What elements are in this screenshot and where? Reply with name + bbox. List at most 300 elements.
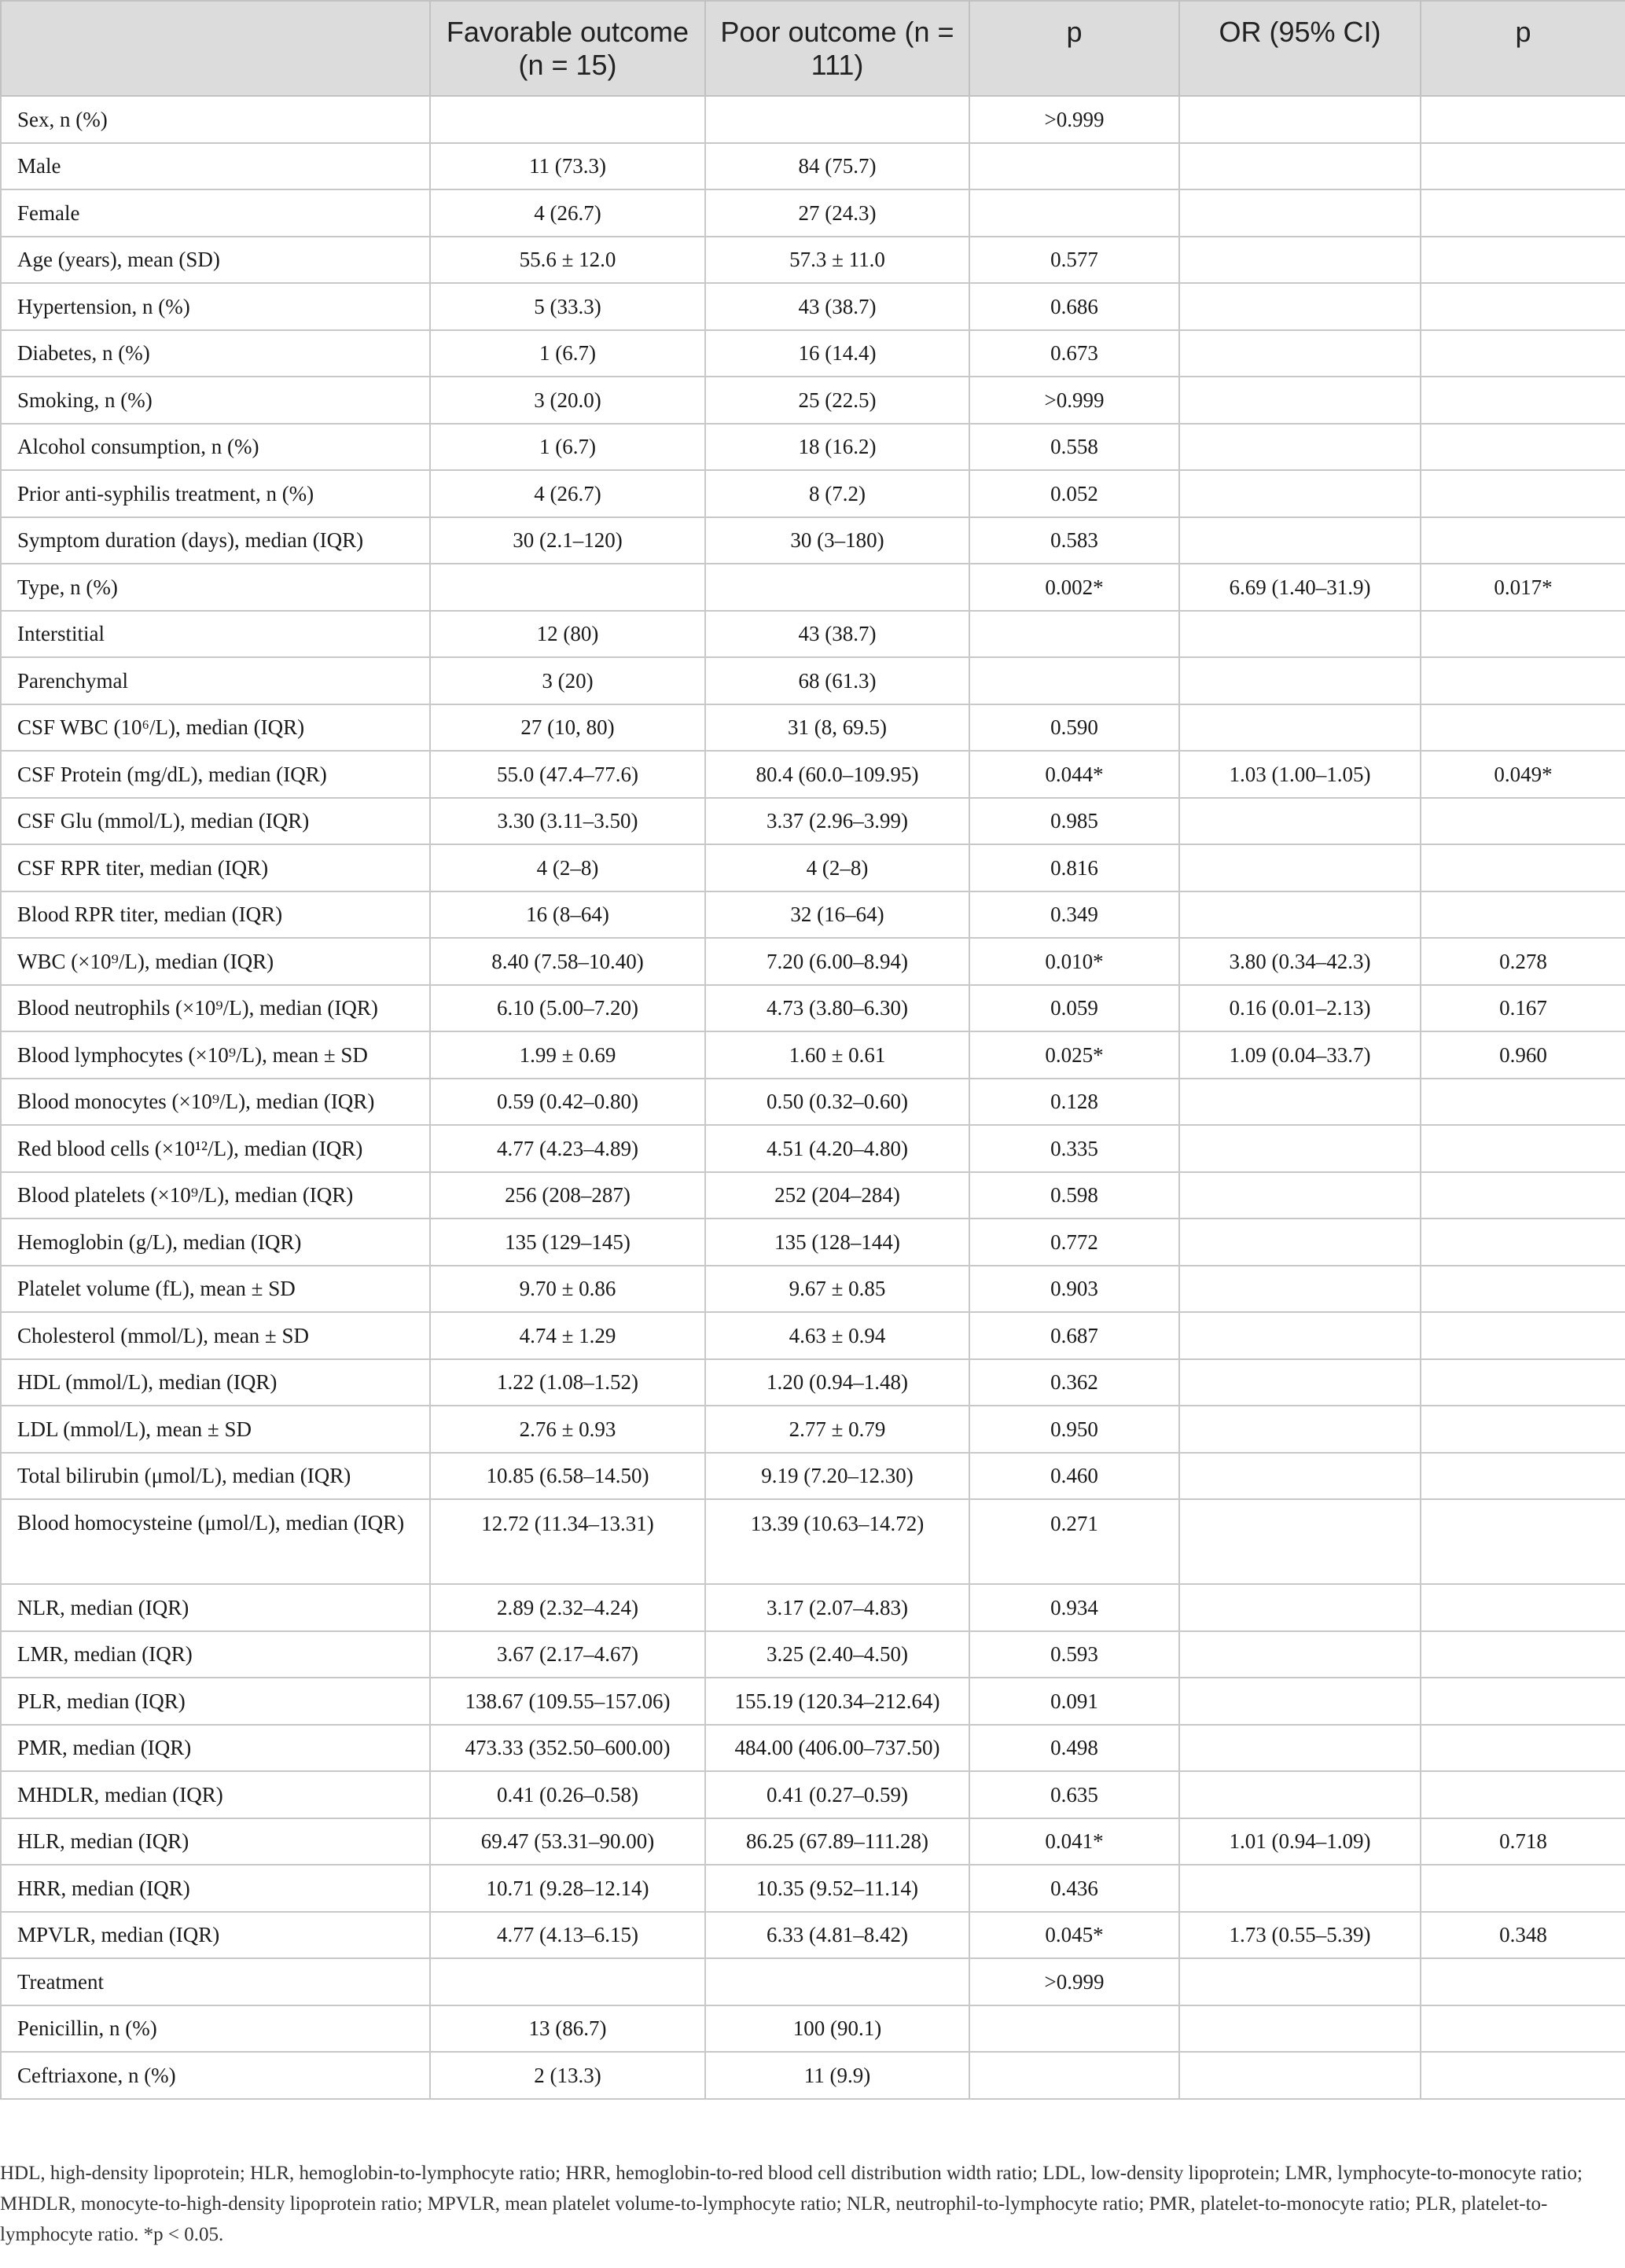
poor-value: 1.60 ± 0.61 [705,1031,969,1079]
poor-value: 80.4 (60.0–109.95) [705,751,969,798]
odds-ratio-value [1179,704,1421,752]
p-value: 0.598 [969,1172,1179,1219]
multivariate-p-value [1421,1584,1625,1631]
multivariate-p-value [1421,1266,1625,1313]
multivariate-p-value [1421,1865,1625,1912]
p-value: 0.335 [969,1125,1179,1172]
p-value: 0.052 [969,470,1179,517]
table-row [1,237,1625,284]
odds-ratio-value [1179,330,1421,377]
header-poor-outcome: Poor outcome (n = 111) [705,1,969,96]
poor-value: 4.63 ± 0.94 [705,1312,969,1359]
row-label: Platelet volume (fL), mean ± SD [1,1266,430,1313]
row-label: Smoking, n (%) [1,377,430,424]
odds-ratio-value [1179,470,1421,517]
table-row [1,1631,1625,1678]
odds-ratio-value [1179,1453,1421,1500]
poor-value: 43 (38.7) [705,283,969,330]
poor-value: 7.20 (6.00–8.94) [705,938,969,985]
row-label: PLR, median (IQR) [1,1678,430,1725]
table-row [1,751,1625,798]
poor-value: 3.17 (2.07–4.83) [705,1584,969,1631]
p-value: 0.950 [969,1406,1179,1453]
favorable-value: 1 (6.7) [430,424,705,471]
table-row [1,798,1625,845]
favorable-value: 12.72 (11.34–13.31) [430,1499,705,1584]
odds-ratio-value [1179,1125,1421,1172]
row-label: Hypertension, n (%) [1,283,430,330]
poor-value [705,1958,969,2005]
poor-value: 4.51 (4.20–4.80) [705,1125,969,1172]
multivariate-p-value [1421,96,1625,143]
row-label: HDL (mmol/L), median (IQR) [1,1359,430,1406]
odds-ratio-value [1179,96,1421,143]
odds-ratio-value [1179,891,1421,939]
poor-value: 43 (38.7) [705,611,969,658]
odds-ratio-value [1179,1312,1421,1359]
multivariate-p-value: 0.049* [1421,751,1625,798]
multivariate-p-value [1421,1631,1625,1678]
table-row [1,564,1625,611]
odds-ratio-value [1179,143,1421,190]
multivariate-p-value [1421,657,1625,704]
table-row [1,1584,1625,1631]
row-label: Blood RPR titer, median (IQR) [1,891,430,939]
favorable-value: 55.0 (47.4–77.6) [430,751,705,798]
favorable-value: 4 (26.7) [430,470,705,517]
p-value: 0.128 [969,1079,1179,1126]
multivariate-p-value [1421,424,1625,471]
p-value: 0.436 [969,1865,1179,1912]
row-label: LMR, median (IQR) [1,1631,430,1678]
odds-ratio-value [1179,1584,1421,1631]
odds-ratio-value [1179,1631,1421,1678]
multivariate-p-value [1421,143,1625,190]
multivariate-p-value [1421,1219,1625,1266]
favorable-value: 4.74 ± 1.29 [430,1312,705,1359]
poor-value: 57.3 ± 11.0 [705,237,969,284]
poor-value: 30 (3–180) [705,517,969,564]
poor-value: 3.25 (2.40–4.50) [705,1631,969,1678]
p-value: 0.772 [969,1219,1179,1266]
table-row [1,704,1625,752]
favorable-value: 13 (86.7) [430,2005,705,2053]
favorable-value: 11 (73.3) [430,143,705,190]
table-row [1,1678,1625,1725]
multivariate-p-value: 0.718 [1421,1818,1625,1865]
p-value: >0.999 [969,96,1179,143]
p-value: 0.590 [969,704,1179,752]
odds-ratio-value [1179,611,1421,658]
poor-value: 32 (16–64) [705,891,969,939]
p-value: 0.010* [969,938,1179,985]
row-label: Blood platelets (×10⁹/L), median (IQR) [1,1172,430,1219]
table-row [1,1125,1625,1172]
multivariate-p-value: 0.017* [1421,564,1625,611]
table-row [1,96,1625,143]
odds-ratio-value [1179,237,1421,284]
favorable-value: 9.70 ± 0.86 [430,1266,705,1313]
poor-value: 16 (14.4) [705,330,969,377]
table-row [1,1912,1625,1959]
table-row [1,985,1625,1032]
row-label: Total bilirubin (μmol/L), median (IQR) [1,1453,430,1500]
poor-value: 8 (7.2) [705,470,969,517]
header-label-column [1,1,430,96]
favorable-value: 138.67 (109.55–157.06) [430,1678,705,1725]
odds-ratio-value [1179,798,1421,845]
header-odds-ratio: OR (95% CI) [1179,1,1421,96]
p-value: 0.673 [969,330,1179,377]
row-label: Female [1,189,430,237]
p-value: 0.903 [969,1266,1179,1313]
poor-value: 4.73 (3.80–6.30) [705,985,969,1032]
favorable-value: 10.85 (6.58–14.50) [430,1453,705,1500]
row-label: Ceftriaxone, n (%) [1,2052,430,2099]
table-row [1,330,1625,377]
row-label: Type, n (%) [1,564,430,611]
odds-ratio-value [1179,844,1421,891]
poor-value: 10.35 (9.52–11.14) [705,1865,969,1912]
p-value: >0.999 [969,1958,1179,2005]
table-row [1,1312,1625,1359]
favorable-value: 5 (33.3) [430,283,705,330]
poor-value: 84 (75.7) [705,143,969,190]
poor-value: 2.77 ± 0.79 [705,1406,969,1453]
odds-ratio-value: 1.03 (1.00–1.05) [1179,751,1421,798]
header-univariate-p: p [969,1,1179,96]
favorable-value: 0.59 (0.42–0.80) [430,1079,705,1126]
odds-ratio-value [1179,189,1421,237]
multivariate-p-value [1421,1453,1625,1500]
multivariate-p-value [1421,517,1625,564]
poor-value: 3.37 (2.96–3.99) [705,798,969,845]
multivariate-p-value [1421,1125,1625,1172]
favorable-value: 6.10 (5.00–7.20) [430,985,705,1032]
odds-ratio-value [1179,1219,1421,1266]
favorable-value: 4.77 (4.13–6.15) [430,1912,705,1959]
multivariate-p-value [1421,798,1625,845]
multivariate-p-value [1421,330,1625,377]
odds-ratio-value [1179,1172,1421,1219]
p-value [969,189,1179,237]
odds-ratio-value [1179,1406,1421,1453]
row-label: CSF Protein (mg/dL), median (IQR) [1,751,430,798]
favorable-value: 12 (80) [430,611,705,658]
table-row [1,2005,1625,2053]
multivariate-p-value [1421,470,1625,517]
favorable-value: 135 (129–145) [430,1219,705,1266]
favorable-value [430,1958,705,2005]
row-label: CSF Glu (mmol/L), median (IQR) [1,798,430,845]
multivariate-p-value: 0.348 [1421,1912,1625,1959]
favorable-value: 3.30 (3.11–3.50) [430,798,705,845]
multivariate-p-value [1421,1958,1625,2005]
favorable-value: 3 (20.0) [430,377,705,424]
table-row [1,1818,1625,1865]
table-row [1,1958,1625,2005]
favorable-value: 16 (8–64) [430,891,705,939]
p-value: 0.985 [969,798,1179,845]
favorable-value: 3 (20) [430,657,705,704]
p-value: 0.558 [969,424,1179,471]
odds-ratio-value [1179,377,1421,424]
table-footnote [0,2159,1604,2250]
multivariate-p-value [1421,1771,1625,1818]
table-row [1,283,1625,330]
multivariate-p-value [1421,1406,1625,1453]
p-value [969,2052,1179,2099]
table-row [1,143,1625,190]
row-label: PMR, median (IQR) [1,1725,430,1772]
poor-value: 4 (2–8) [705,844,969,891]
multivariate-p-value [1421,237,1625,284]
table-row [1,377,1625,424]
odds-ratio-value: 6.69 (1.40–31.9) [1179,564,1421,611]
odds-ratio-value: 1.73 (0.55–5.39) [1179,1912,1421,1959]
favorable-value: 69.47 (53.31–90.00) [430,1818,705,1865]
multivariate-p-value [1421,377,1625,424]
multivariate-p-value [1421,2052,1625,2099]
table-body [1,96,1625,2099]
favorable-value: 1.22 (1.08–1.52) [430,1359,705,1406]
favorable-value: 1 (6.7) [430,330,705,377]
poor-value: 27 (24.3) [705,189,969,237]
multivariate-p-value [1421,1499,1625,1584]
multivariate-p-value [1421,1079,1625,1126]
poor-value: 155.19 (120.34–212.64) [705,1678,969,1725]
table-row [1,1499,1625,1584]
favorable-value: 1.99 ± 0.69 [430,1031,705,1079]
odds-ratio-value [1179,1499,1421,1584]
footnote-text: HDL, high-density lipoprotein; HLR, hemoglobin-to-lymphocyte ratio; HRR, hemoglobin-to-red blood cell distribution width ratio; LDL, low-density lipoprotein; LMR, lymphocyte-to-monocyte ratio; MHDLR, monocyte-to-high-density lipoprotein ratio; MPVLR, mean platelet volume-to-lymphocyte ratio; NLR, neutrophil-to-lymphocyte ratio; PMR, platelet-to-monocyte ratio; PLR, platelet-to-lymphocyte ratio. *p < 0.05. [0,2163,1583,2245]
odds-ratio-value [1179,657,1421,704]
favorable-value: 0.41 (0.26–0.58) [430,1771,705,1818]
p-value [969,2005,1179,2053]
poor-value [705,96,969,143]
table-header [1,1,1625,96]
odds-ratio-value: 3.80 (0.34–42.3) [1179,938,1421,985]
poor-value: 9.19 (7.20–12.30) [705,1453,969,1500]
multivariate-p-value [1421,1312,1625,1359]
table-row [1,891,1625,939]
row-label: Hemoglobin (g/L), median (IQR) [1,1219,430,1266]
row-label: Blood monocytes (×10⁹/L), median (IQR) [1,1079,430,1126]
multivariate-p-value [1421,611,1625,658]
poor-value: 100 (90.1) [705,2005,969,2053]
odds-ratio-value [1179,1678,1421,1725]
p-value: 0.362 [969,1359,1179,1406]
row-label: Interstitial [1,611,430,658]
row-label: Diabetes, n (%) [1,330,430,377]
p-value [969,611,1179,658]
p-value: 0.460 [969,1453,1179,1500]
row-label: Blood lymphocytes (×10⁹/L), mean ± SD [1,1031,430,1079]
row-label: HRR, median (IQR) [1,1865,430,1912]
poor-value: 9.67 ± 0.85 [705,1266,969,1313]
favorable-value: 3.67 (2.17–4.67) [430,1631,705,1678]
p-value: 0.498 [969,1725,1179,1772]
p-value: 0.593 [969,1631,1179,1678]
multivariate-p-value [1421,1725,1625,1772]
p-value: 0.583 [969,517,1179,564]
odds-ratio-value [1179,2005,1421,2053]
row-label: Male [1,143,430,190]
row-label: CSF RPR titer, median (IQR) [1,844,430,891]
p-value: 0.025* [969,1031,1179,1079]
p-value: 0.577 [969,237,1179,284]
p-value: 0.002* [969,564,1179,611]
p-value: 0.816 [969,844,1179,891]
row-label: MHDLR, median (IQR) [1,1771,430,1818]
table-row [1,1172,1625,1219]
odds-ratio-value [1179,517,1421,564]
p-value: 0.091 [969,1678,1179,1725]
multivariate-p-value [1421,283,1625,330]
table-row [1,1219,1625,1266]
row-label: Parenchymal [1,657,430,704]
odds-ratio-value: 0.16 (0.01–2.13) [1179,985,1421,1032]
row-label: WBC (×10⁹/L), median (IQR) [1,938,430,985]
poor-value: 86.25 (67.89–111.28) [705,1818,969,1865]
p-value: 0.349 [969,891,1179,939]
poor-value: 6.33 (4.81–8.42) [705,1912,969,1959]
table-row [1,844,1625,891]
multivariate-p-value [1421,1172,1625,1219]
p-value: 0.686 [969,283,1179,330]
p-value: 0.934 [969,1584,1179,1631]
table-row [1,1031,1625,1079]
table-row [1,1725,1625,1772]
favorable-value: 2.89 (2.32–4.24) [430,1584,705,1631]
favorable-value: 2.76 ± 0.93 [430,1406,705,1453]
favorable-value: 256 (208–287) [430,1172,705,1219]
row-label: CSF WBC (10⁶/L), median (IQR) [1,704,430,752]
odds-ratio-value [1179,1079,1421,1126]
p-value: 0.045* [969,1912,1179,1959]
favorable-value: 8.40 (7.58–10.40) [430,938,705,985]
favorable-value [430,564,705,611]
poor-value: 0.41 (0.27–0.59) [705,1771,969,1818]
table-row [1,1453,1625,1500]
table-row [1,1359,1625,1406]
header-multivariate-p: p [1421,1,1625,96]
p-value: 0.635 [969,1771,1179,1818]
table-row [1,517,1625,564]
p-value: 0.044* [969,751,1179,798]
poor-value: 135 (128–144) [705,1219,969,1266]
table-row [1,1266,1625,1313]
table-row [1,1406,1625,1453]
odds-ratio-value [1179,283,1421,330]
poor-value: 11 (9.9) [705,2052,969,2099]
row-label: Age (years), mean (SD) [1,237,430,284]
multivariate-p-value [1421,1678,1625,1725]
table-row [1,1079,1625,1126]
multivariate-p-value [1421,189,1625,237]
poor-value: 1.20 (0.94–1.48) [705,1359,969,1406]
header-row [1,1,1625,96]
poor-value: 0.50 (0.32–0.60) [705,1079,969,1126]
poor-value: 31 (8, 69.5) [705,704,969,752]
table-row [1,611,1625,658]
row-label: Blood neutrophils (×10⁹/L), median (IQR) [1,985,430,1032]
poor-value: 252 (204–284) [705,1172,969,1219]
multivariate-p-value: 0.960 [1421,1031,1625,1079]
row-label: Blood homocysteine (μmol/L), median (IQR) [1,1499,430,1584]
odds-ratio-value [1179,1865,1421,1912]
multivariate-p-value [1421,1359,1625,1406]
row-label: Sex, n (%) [1,96,430,143]
row-label: LDL (mmol/L), mean ± SD [1,1406,430,1453]
multivariate-p-value [1421,2005,1625,2053]
favorable-value: 4.77 (4.23–4.89) [430,1125,705,1172]
row-label: Symptom duration (days), median (IQR) [1,517,430,564]
row-label: Red blood cells (×10¹²/L), median (IQR) [1,1125,430,1172]
favorable-value: 473.33 (352.50–600.00) [430,1725,705,1772]
multivariate-p-value [1421,891,1625,939]
p-value: 0.271 [969,1499,1179,1584]
table-row [1,1771,1625,1818]
p-value [969,143,1179,190]
favorable-value: 10.71 (9.28–12.14) [430,1865,705,1912]
row-label: Cholesterol (mmol/L), mean ± SD [1,1312,430,1359]
row-label: MPVLR, median (IQR) [1,1912,430,1959]
odds-ratio-value [1179,1771,1421,1818]
favorable-value: 30 (2.1–120) [430,517,705,564]
poor-value: 18 (16.2) [705,424,969,471]
odds-ratio-value: 1.01 (0.94–1.09) [1179,1818,1421,1865]
odds-ratio-value [1179,2052,1421,2099]
favorable-value: 4 (26.7) [430,189,705,237]
multivariate-p-value [1421,844,1625,891]
favorable-value: 55.6 ± 12.0 [430,237,705,284]
p-value: 0.041* [969,1818,1179,1865]
favorable-value [430,96,705,143]
poor-value: 25 (22.5) [705,377,969,424]
table-row [1,470,1625,517]
poor-value: 68 (61.3) [705,657,969,704]
table-row [1,424,1625,471]
poor-value [705,564,969,611]
odds-ratio-value [1179,1725,1421,1772]
p-value: >0.999 [969,377,1179,424]
favorable-value: 2 (13.3) [430,2052,705,2099]
p-value: 0.059 [969,985,1179,1032]
p-value: 0.687 [969,1312,1179,1359]
header-favorable-outcome: Favorable outcome (n = 15) [430,1,705,96]
row-label: Alcohol consumption, n (%) [1,424,430,471]
poor-value: 13.39 (10.63–14.72) [705,1499,969,1584]
odds-ratio-value [1179,1359,1421,1406]
odds-ratio-value: 1.09 (0.04–33.7) [1179,1031,1421,1079]
table-row [1,2052,1625,2099]
table-row [1,1865,1625,1912]
row-label: Penicillin, n (%) [1,2005,430,2053]
multivariate-p-value: 0.167 [1421,985,1625,1032]
odds-ratio-value [1179,1958,1421,2005]
table-row [1,938,1625,985]
table-row [1,657,1625,704]
row-label: Treatment [1,1958,430,2005]
multivariate-p-value: 0.278 [1421,938,1625,985]
multivariate-p-value [1421,704,1625,752]
row-label: NLR, median (IQR) [1,1584,430,1631]
row-label: HLR, median (IQR) [1,1818,430,1865]
favorable-value: 27 (10, 80) [430,704,705,752]
odds-ratio-value [1179,1266,1421,1313]
table-row [1,189,1625,237]
